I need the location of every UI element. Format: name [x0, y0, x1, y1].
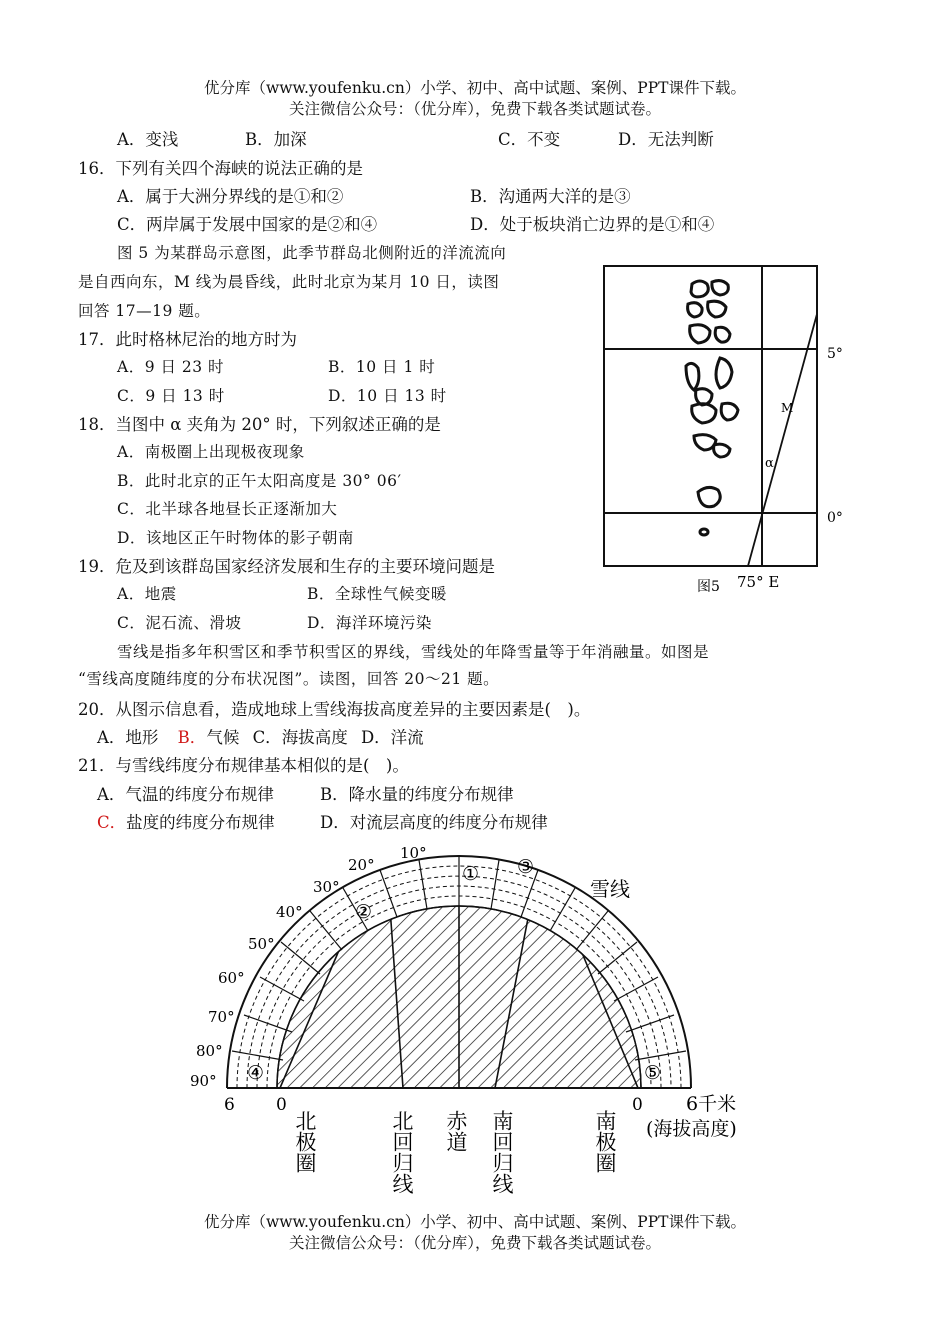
q16-option-d: D．处于板块消亡边界的是①和④: [470, 215, 715, 234]
q18-option-b: B．此时北京的正午太阳高度是 30° 06′: [117, 472, 402, 490]
marker-1: ①: [462, 863, 480, 885]
q16-option-c: C．两岸属于发展中国家的是②和④: [117, 215, 378, 234]
fig5-intro-line-3: 回答 17—19 题。: [78, 302, 211, 320]
header-line-1: 优分库（www.youfenku.cn）小学、初中、高中试题、案例、PPT课件下载。: [203, 79, 747, 97]
q21-option-d: [320, 809, 548, 833]
alpha-label: α: [765, 456, 774, 471]
q20-option-b-letter: B．: [177, 728, 207, 747]
q18-stem: 18．当图中 α 夹角为 20° 时，下列叙述正确的是: [78, 415, 441, 434]
snowline-intro-line-2: “雪线高度随纬度的分布状况图”。读图，回答 20～21 题。: [78, 670, 500, 688]
lat-label-20: 20°: [348, 856, 375, 874]
q18-option-c: C．北半球各地昼长正逐渐加大: [117, 500, 338, 518]
zone-arctic-circle: 北极圈: [293, 1110, 317, 1173]
lat-label-50: 50°: [248, 935, 275, 953]
lon-label-75e: 75° E: [737, 573, 780, 591]
q21-option-d-text: 对流层高度的纬度分布规律: [349, 813, 548, 832]
q17-option-d: D．10 日 13 时: [328, 387, 447, 405]
q21-option-b-letter: B．: [320, 785, 349, 804]
marker-4: ④: [247, 1062, 265, 1084]
q19-option-d: D．海洋环境污染: [307, 614, 432, 632]
marker-2: ②: [355, 901, 373, 923]
marker-3: ③: [517, 856, 535, 878]
q15-option-c: C．不变: [498, 130, 561, 149]
q21-option-c: [97, 809, 275, 833]
q16-option-b: B．沟通两大洋的是③: [470, 187, 631, 206]
q21-stem: 21．与雪线纬度分布规律基本相似的是( )。: [78, 756, 409, 775]
footer-line-1: 优分库（www.youfenku.cn）小学、初中、高中试题、案例、PPT课件下载。: [203, 1213, 747, 1231]
q20-stem: 20．从图示信息看，造成地球上雪线海拔高度差异的主要因素是( )。: [78, 700, 591, 719]
q16-stem: 16．下列有关四个海峡的说法正确的是: [78, 159, 363, 178]
q20-option-c-text: 海拔高度: [281, 728, 348, 747]
lat-label-5: 5°: [827, 346, 843, 362]
snowline-label: 雪线: [590, 877, 630, 901]
q21-option-a: [97, 781, 274, 805]
zone-labels: [293, 1110, 617, 1195]
q21-option-a-letter: A．: [97, 785, 126, 804]
q17-option-a: A．9 日 23 时: [117, 358, 225, 376]
q17-option-c: C．9 日 13 时: [117, 387, 225, 405]
lat-label-10: 10°: [400, 844, 427, 862]
q19-option-b: B．全球性气候变暖: [307, 585, 447, 603]
lat-label-70: 70°: [208, 1008, 235, 1026]
q19-option-c: C．泥石流、滑坡: [117, 614, 242, 632]
q15-option-d: D．无法判断: [618, 130, 714, 149]
base-left-6: 6: [224, 1095, 235, 1115]
zone-tropic-capricorn: 南回归线: [490, 1110, 514, 1194]
lat-label-60: 60°: [218, 969, 245, 987]
zone-antarctic-circle: 南极圈: [593, 1110, 617, 1173]
snowline-chart: [180, 838, 800, 1208]
lat-label-0: 0°: [827, 510, 843, 526]
q21-option-a-text: 气温的纬度分布规律: [125, 785, 274, 804]
marker-5: ⑤: [644, 1062, 662, 1084]
base-left-0: 0: [276, 1095, 287, 1115]
q18-option-d: D．该地区正午时物体的影子朝南: [117, 529, 354, 547]
q21-option-c-letter: C．: [97, 813, 127, 832]
lat-label-90: 90°: [190, 1072, 217, 1090]
q21-option-b: [320, 781, 514, 805]
footer-line-2: 关注微信公众号：（优分库），免费下载各类试题试卷。: [288, 1234, 661, 1252]
q20-option-a-text: 地形: [125, 728, 159, 747]
q20-options: [97, 724, 424, 748]
lat-label-30: 30°: [313, 878, 340, 896]
snowline-intro-line-1: 雪线是指多年积雪区和季节积雪区的界线，雪线处的年降雪量等于年消融量。如图是: [117, 643, 710, 661]
m-line-label: M: [781, 401, 794, 415]
q20-option-b-text: 气候: [206, 728, 240, 747]
q15-option-b: B．加深: [245, 130, 307, 149]
q16-option-a: A．属于大洲分界线的是①和②: [117, 187, 344, 206]
fig5-intro-line-2: 是自西向东，M 线为晨昏线，此时北京为某月 10 日，读图: [78, 273, 500, 291]
q15-option-a: A．变浅: [117, 130, 179, 149]
q17-option-b: B．10 日 1 时: [328, 358, 436, 376]
figure-5-archipelago-map: [600, 262, 860, 602]
q21-option-c-text: 盐度的纬度分布规律: [126, 813, 275, 832]
lat-label-40: 40°: [276, 903, 303, 921]
altitude-unit: (海拔高度): [646, 1118, 737, 1140]
q18-option-a: A．南极圈上出现极夜现象: [117, 443, 305, 461]
q19-option-a: A．地震: [117, 585, 177, 603]
header-line-2: 关注微信公众号：（优分库），免费下载各类试题试卷。: [288, 100, 661, 118]
q21-option-b-text: 降水量的纬度分布规律: [348, 785, 514, 804]
q19-stem: 19．危及到该群岛国家经济发展和生存的主要环境问题是: [78, 557, 495, 576]
lat-label-80: 80°: [196, 1042, 223, 1060]
q20-option-a-letter: A．: [97, 728, 126, 747]
base-right-6km: 6千米: [686, 1093, 737, 1115]
zone-equator: 赤道: [444, 1110, 468, 1152]
map-frame: [604, 266, 817, 566]
archipelago-islands: [686, 281, 738, 535]
zone-tropic-cancer: 北回归线: [390, 1110, 414, 1194]
q21-option-d-letter: D．: [320, 813, 350, 832]
q20-option-c-letter: C．: [252, 728, 282, 747]
fig5-intro-line-1: 图 5 为某群岛示意图，此季节群岛北侧附近的洋流流向: [117, 244, 507, 262]
q20-option-d-letter: D．: [360, 728, 391, 747]
q20-option-d-text: 洋流: [390, 728, 424, 747]
figure-5-caption: 图5: [697, 579, 720, 595]
base-right-0: 0: [632, 1095, 643, 1115]
terminator-line-m: [748, 314, 817, 566]
q17-stem: 17．此时格林尼治的地方时为: [78, 330, 297, 349]
